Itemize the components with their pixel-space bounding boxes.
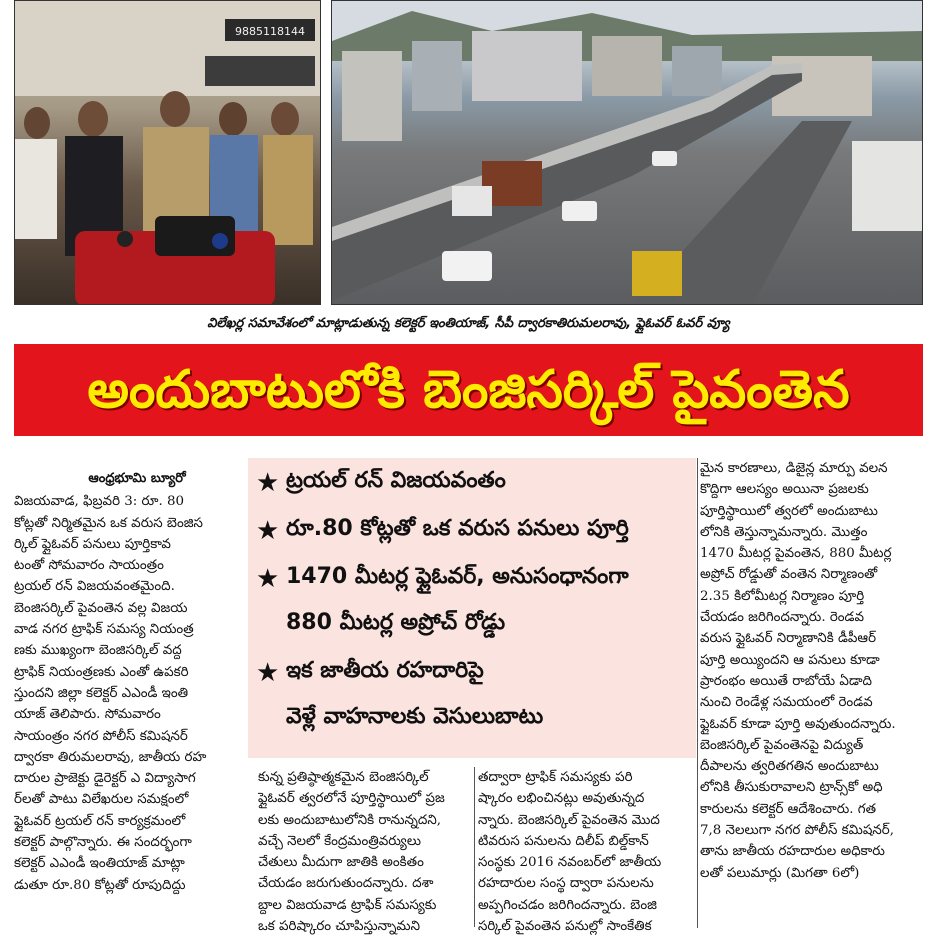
highlight-text: వెళ్లే వాహనాలకు వెసులుబాటు xyxy=(286,704,544,729)
text-line: మైన కారణాలు, డిజైన్ల మార్పు వలన xyxy=(700,461,888,476)
text-line: ట్రయల్ రన్ విజయవంతమైంది. xyxy=(14,579,175,595)
highlight-item xyxy=(256,516,629,546)
column-divider xyxy=(697,458,698,928)
text-line: బెంజిసర్కిల్ పైవంతెన వల్ల విజయ xyxy=(14,600,188,616)
text-line: కొద్దిగా ఆలస్యం అయినా ప్రజలకు xyxy=(700,482,869,498)
text-line: ట్రాఫిక్ నియంత్రణకు ఎంతో ఉపకరి xyxy=(14,664,189,680)
text-line: తాను జాతీయ రహదారుల అధికారు xyxy=(700,844,885,860)
text-line: ష్కారం లభించినట్లు అవుతున్నద xyxy=(478,791,645,807)
text-line: లోనికి తెస్తున్నామన్నారు. మొత్తం xyxy=(700,524,868,540)
text-line: కోట్లతో నిర్మితమైన ఒక వరుస బెంజిస xyxy=(14,515,203,531)
text-line: పూర్తి అయ్యిందని ఆ పనులు కూడా xyxy=(700,652,880,668)
text-line: న్నారు. బెంజిసర్కిల్ పైవంతెన మొద xyxy=(478,812,660,828)
highlight-item-continued xyxy=(286,610,505,640)
text-line: 1470 మీటర్ల పైవంతెన, 880 మీటర్ల xyxy=(700,546,892,562)
text-line: స్తుందని జిల్లా కలెక్టర్ ఎఎండీ ఇంతి xyxy=(14,685,189,701)
text-line: నుంచి రెండేళ్ల సమయంలో రెండవ xyxy=(700,695,873,711)
text-line: విజయవాడ, ఫిబ్రవరి 3: రూ. 80 xyxy=(14,494,184,510)
text-line: పూర్తిస్థాయిలో త్వరలో అందుబాటు xyxy=(700,503,878,519)
text-line: వాడ నగర ట్రాఫిక్ సమస్య నియంత్ర xyxy=(14,622,194,638)
text-line: యాజ్ తెలిపారు. సోమవారం xyxy=(14,707,161,723)
star-icon: ★ xyxy=(256,658,280,688)
flyover-aerial-photo xyxy=(331,0,923,305)
text-line: ఫ్లైఓవర్ త్వరలోనే పూర్తిస్థాయిలో ప్రజ xyxy=(258,791,445,807)
text-line: 7,8 నెలలుగా నగర పోలీస్ కమిషనర్, xyxy=(700,823,894,839)
highlight-text: రూ.80 కోట్లతో ఒక వరుస పనులు పూర్తి xyxy=(286,516,629,541)
text-line: ప్రారంభం అయితే రాబోయే ఏడాది xyxy=(700,673,872,689)
highlight-item-continued xyxy=(286,704,543,734)
text-line: చేయడం జరిగిందన్నారు. రెండవ xyxy=(700,610,864,626)
text-line: ద్వారకా తిరుమలరావు, జాతీయ రహ xyxy=(14,749,207,765)
star-icon: ★ xyxy=(256,516,280,546)
text-line: రహదారుల సంస్థ ద్వారా పనులను xyxy=(478,876,654,892)
highlight-item xyxy=(256,658,484,688)
text-line: వచ్చే నెలలో కేంద్రమంత్రివర్యులు xyxy=(258,833,421,849)
press-meet-photo xyxy=(14,0,321,305)
star-icon: ★ xyxy=(256,564,280,594)
text-line: డుతూ రూ.80 కోట్లతో రూపుదిద్దు xyxy=(14,877,186,893)
text-line: అప్పగించడం జరిగిందన్నారు. బెంజి xyxy=(478,897,657,913)
column-1-text xyxy=(14,491,260,896)
text-line: లకు అందుబాటులోనికి రానున్నదని, xyxy=(258,812,442,828)
highlights-box xyxy=(248,458,696,758)
column-divider xyxy=(474,767,475,927)
highlight-text: ట్రయల్ రన్ విజయవంతం xyxy=(286,468,506,493)
text-line: దారుల ప్రాజెక్టు డైరెక్టర్ ఎ విద్యాసాగ xyxy=(14,771,196,787)
text-line: చేతులు మీదుగా జాతికి అంకితం xyxy=(258,855,424,871)
text-line: లతో పలుమార్లు (మిగతా 6లో) xyxy=(700,865,860,881)
text-line: ర్‌లతో పాటు విలేఖరుల సమక్షంలో xyxy=(14,792,189,808)
text-line: దీపాలను త్వరితగతిన అందుబాటు xyxy=(700,759,879,775)
highlight-text: ఇక జాతీయ రహదారిపై xyxy=(286,658,484,683)
article-column-4 xyxy=(700,458,923,884)
article-column-1 xyxy=(14,468,260,896)
text-line: తద్వారా ట్రాఫిక్ సమస్యకు పరి xyxy=(478,770,633,785)
highlight-text: 880 మీటర్ల అప్రోచ్ రోడ్డు xyxy=(286,610,506,635)
text-line: ర్కిల్ ఫ్లైఓవర్ పనులు పూర్తికావ xyxy=(14,536,171,552)
press-meet-illustration xyxy=(15,1,321,305)
text-line: అప్రోచ్ రోడ్డుతో వంతెన నిర్మాణంతో xyxy=(700,567,878,583)
flyover-illustration xyxy=(332,1,923,305)
text-line: వరుస ఫ్లైఓవర్ నిర్మాణానికి డీపీఆర్ xyxy=(700,631,877,647)
text-line: సర్కిల్ పైవంతెన పనుల్లో సాంకేతిక xyxy=(478,919,652,935)
text-line: సంస్థకు 2016 నవంబర్‌లో జాతీయ xyxy=(478,855,662,871)
text-line: ఒక పరిష్కారం చూపిస్తున్నామని xyxy=(258,919,420,935)
article-column-3 xyxy=(478,767,696,937)
photo-caption: విలేఖర్ల సమావేశంలో మాట్లాడుతున్న కలెక్టర్ ఇంతియాజ్, సీపీ ద్వారకాతిరుమలరావు, ఫ్లైఓవర్ ఓవర్ వ్యూ xyxy=(207,316,730,331)
headline: అందుబాటులోకి బెంజిసర్కిల్ పైవంతెన xyxy=(87,360,850,420)
headline-banner xyxy=(14,344,923,436)
text-line: కారులను కలెక్టర్ ఆదేశించారు. గత xyxy=(700,801,877,817)
byline: ఆంధ్రభూమి బ్యూరో xyxy=(88,471,186,486)
text-line: ఫ్లైఓవర్ కూడా పూర్తి అవుతుందన్నారు. xyxy=(700,716,896,732)
text-line: బెంజిసర్కిల్ పైవంతెనపై విద్యుత్ xyxy=(700,737,864,753)
text-line: కలెక్టర్ ఎఎండీ ఇంతియాజ్ మాట్లా xyxy=(14,856,185,872)
text-line: టంతో సోమవారం సాయంత్రం xyxy=(14,558,164,574)
highlight-item xyxy=(256,564,629,594)
text-line: కున్న ప్రతిష్ఠాత్మకమైన బెంజిసర్కిల్ xyxy=(258,770,429,785)
text-line: 2.35 కిలోమీటర్ల నిర్మాణం పూర్తి xyxy=(700,588,865,604)
text-line: ఫ్లైఓవర్ ట్రయల్ రన్ కార్యక్రమంలో xyxy=(14,813,186,829)
text-line: బ్దాల విజయవాడ ట్రాఫిక్ సమస్యకు xyxy=(258,897,437,913)
text-line: చేయడం జరుగుతుందన్నారు. దశా xyxy=(258,876,434,892)
text-line: కలెక్టర్ పాల్గొన్నారు. ఈ సందర్భంగా xyxy=(14,835,192,851)
highlight-text: 1470 మీటర్ల ఫ్లైఓవర్, అనుసంధానంగా xyxy=(286,564,629,589)
highlight-item xyxy=(256,468,506,498)
text-line: లోనికి తీసుకురావాలని ట్రాన్స్‌కో అధి xyxy=(700,780,883,796)
text-line: సాయంత్రం నగర పోలీస్ కమిషనర్ xyxy=(14,728,188,744)
sign-text: 9885118144 xyxy=(235,25,305,38)
star-icon: ★ xyxy=(256,468,280,498)
text-line: టివరుస పనులను దిలీప్ బిల్డ్‌కాన్ xyxy=(478,833,649,849)
article-column-2 xyxy=(258,767,474,937)
text-line: ణకు ముఖ్యంగా బెంజిసర్కిల్ వద్ద xyxy=(14,643,182,659)
